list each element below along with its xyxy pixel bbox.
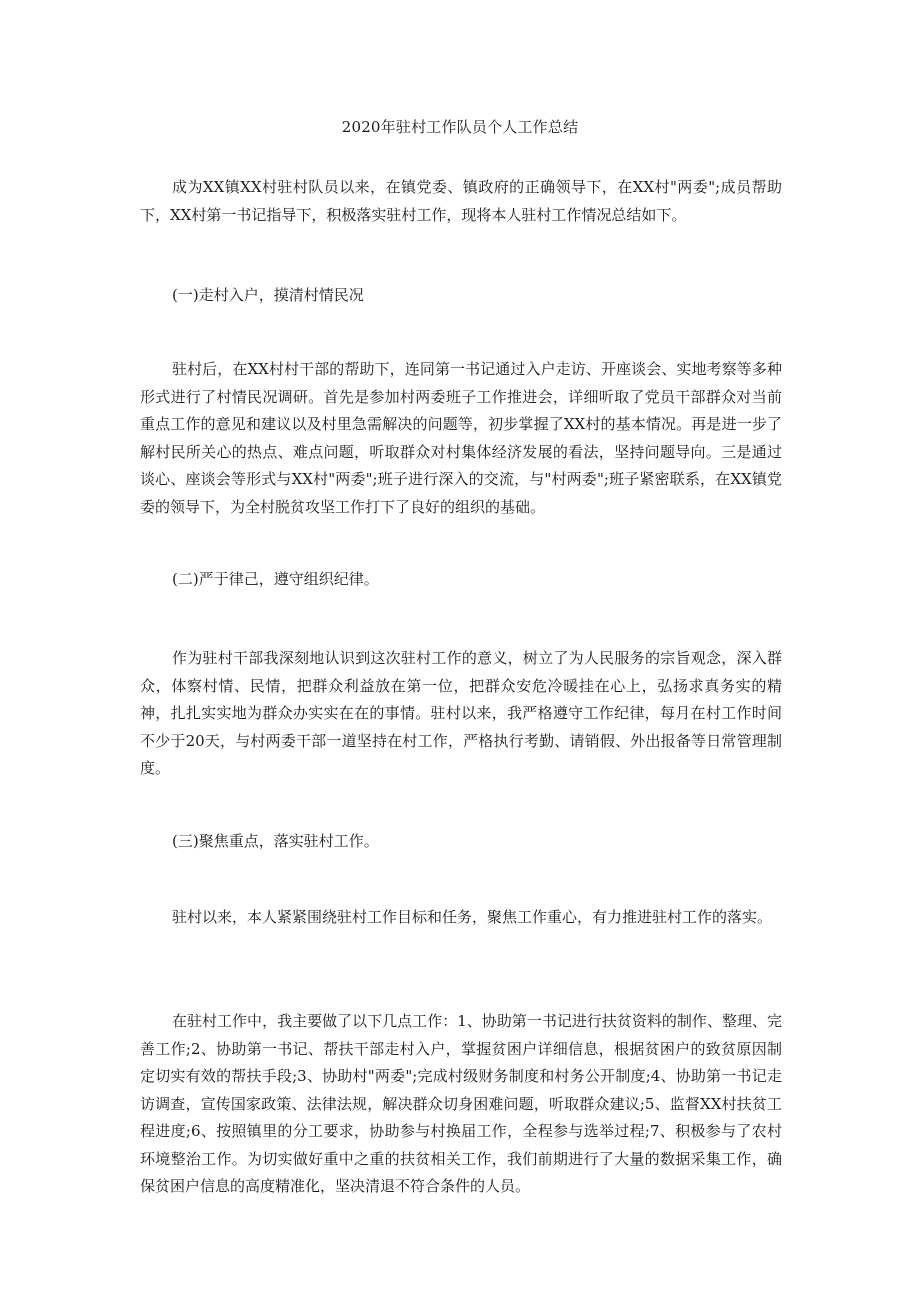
section-body-3: 驻村以来，本人紧紧围绕驻村工作目标和任务，聚焦工作重心，有力推进驻村工作的落实。 <box>172 908 773 926</box>
section-detail-3: 在驻村工作中，我主要做了以下几点工作：1、协助第一书记进行扶贫资料的制作、整理、完善工作;2、协助第一书记、帮扶干部走村入户，掌握贫困户详细信息，根据贫困户的致贫原因制定切实有效的帮扶手段;3、协助村"两委";完成村级财务制度和村务公开制度;4、协助第一书记走访调查，宣传国家政策、法律法规，解决群众切身困难问题，听取群众建议;5、监督XX村扶贫工程进度;6、按照镇里的分工要求，协助参与村换届工作，全程参与选举过程;7、积极参与了农村环境整治工作。为切实做好重中之重的扶贫相关工作，我们前期进行了大量的数据采集工作，确保贫困户信息的高度精准化，坚决清退不符合条件的人员。 <box>140 1012 782 1195</box>
section-body-1: 驻村后，在XX村村干部的帮助下，连同第一书记通过入户走访、开座谈会、实地考察等多种形式进行了村情民况调研。首先是参加村两委班子工作推进会，详细听取了党员干部群众对当前重点工作的意见和建议以及村里急需解决的问题等，初步掌握了XX村的基本情况。再是进一步了解村民所关心的热点、难点问题，听取群众对村集体经济发展的看法，坚持问题导向。三是通过谈心、座谈会等形式与XX村"两委";班子进行深入的交流，与"村两委";班子紧密联系，在XX镇党委的领导下，为全村脱贫攻坚工作打下了良好的组织的基础。 <box>140 360 782 516</box>
document-title: 2020年驻村工作队员个人工作总结 <box>341 118 579 136</box>
section-body-2: 作为驻村干部我深刻地认识到这次驻村工作的意义，树立了为人民服务的宗旨观念，深入群众，体察村情、民情，把群众利益放在第一位，把群众安危冷暖挂在心上，弘扬求真务实的精神，扎扎实实地为群众办实实在在的事情。驻村以来，我严格遵守工作纪律，每月在村工作时间不少于20天，与村两委干部一道坚持在村工作，严格执行考勤、请销假、外出报备等日常管理制度。 <box>140 649 782 777</box>
section-heading-3: (三)聚焦重点，落实驻村工作。 <box>172 832 379 850</box>
section-heading-2: (二)严于律己，遵守组织纪律。 <box>172 570 379 588</box>
section-heading-1: (一)走村入户，摸清村情民况 <box>172 286 364 304</box>
intro-paragraph: 成为XX镇XX村驻村队员以来，在镇党委、镇政府的正确领导下，在XX村"两委";成员帮助下，XX村第一书记指导下，积极落实驻村工作，现将本人驻村工作情况总结如下。 <box>140 178 782 224</box>
